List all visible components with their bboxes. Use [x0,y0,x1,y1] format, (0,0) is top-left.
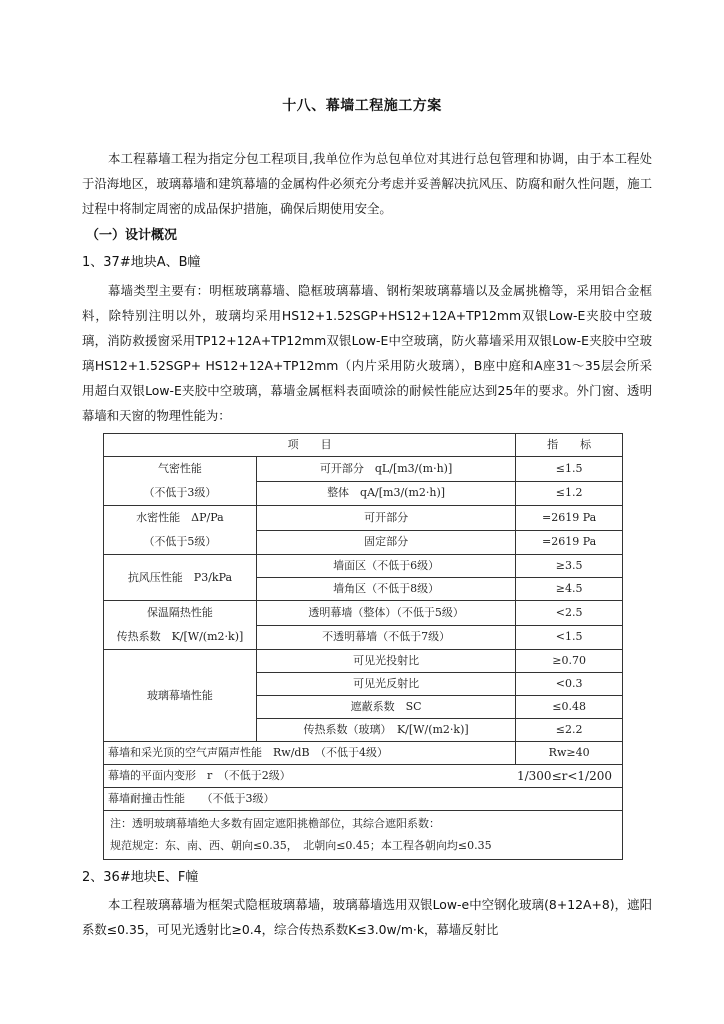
cell: ≥4.5 [516,578,623,601]
cell: 固定部分 [256,530,515,555]
table-row [104,650,623,673]
cell: <0.3 [516,673,623,696]
physical-performance-table [103,433,623,860]
cell: ≤1.5 [516,457,623,482]
cell: Rw≥40 [516,742,623,765]
page-title: 十八、幕墙工程施工方案 [282,98,442,114]
cell: 墙面区（不低于6级） [256,555,515,578]
table-row [104,506,623,531]
table-row [104,601,623,626]
in-plane-deformation-value: 1/300≤r<1/200 [516,769,612,783]
header-index: 指 标 [516,434,623,457]
cell: 可开部分 qL/[m3/(m·h)] [256,457,515,482]
plot-36-paragraph: 本工程玻璃幕墙为框架式隐框玻璃幕墙，玻璃幕墙选用双银Low-e中空钢化玻璃(8+12A+8)，遮阳系数≤0.35，可见光透射比≥0.4，综合传热系数K≤3.0w/m·k，幕墙反射比 [82,897,652,937]
cell: <1.5 [516,625,623,650]
wind-pressure-label: 抗风压性能 P3/kPa [104,555,257,601]
section-heading-design-overview: （一）设计概况 [86,228,178,243]
table-row [104,555,623,578]
cell: 传热系数（玻璃） K/[W/(m2·k)] [256,719,515,742]
cell: 墙角区（不低于8级） [256,578,515,601]
cell: ≤0.48 [516,696,623,719]
cell: ≤1.2 [516,481,623,506]
cell: 可开部分 [256,506,515,531]
cell: <2.5 [516,601,623,626]
cell: 可见光反射比 [256,673,515,696]
table-row [104,457,623,482]
in-plane-deformation-label: 幕墙的平面内变形 r （不低于2级） [108,769,291,782]
table-header-row [104,434,623,457]
intro-paragraph: 本工程幕墙工程为指定分包工程项目,我单位作为总包单位对其进行总包管理和协调，由于本工程处于沿海地区，玻璃幕墙和建筑幕墙的金属构件必须充分考虑并妥善解决抗风压、防腐和耐久性问题，施工过程中将制定周密的成品保护措施，确保后期使用安全。 [82,151,652,216]
table-note-row [104,811,623,860]
cell: ≥0.70 [516,650,623,673]
table-row [104,765,623,788]
cell: =2619 Pa [516,530,623,555]
cell: 遮蔽系数 SC [256,696,515,719]
glass-performance-label: 玻璃幕墙性能 [104,650,257,742]
cell: 不透明幕墙（不低于7级） [256,625,515,650]
impact-resistance-label: 幕墙耐撞击性能 （不低于3级） [104,788,623,811]
cell: 透明幕墙（整体）（不低于5级） [256,601,515,626]
curtain-wall-types-paragraph: 幕墙类型主要有：明框玻璃幕墙、隐框玻璃幕墙、钢桁架玻璃幕墙以及金属挑檐等，采用铝合金框料，除特别注明以外，玻璃均采用HS12+1.52SGP+HS12+12A+TP12mm双银Low-E夹胶中空玻璃，消防救援窗采用TP12+12A+TP12mm双银Low-E中空玻璃，防火幕墙采用双银Low-E夹胶中空玻璃HS12+1.52SGP+ HS12+12A+TP12mm（内片采用防火玻璃），B座中庭和A座31～35层会所采用超白双银Low-E夹胶中空玻璃，幕墙金属框料表面喷涂的耐候性能应达到25年的要求。外门窗、透明幕墙和天窗的物理性能为： [82,283,652,423]
cell: 可见光投射比 [256,650,515,673]
header-item: 项 目 [104,434,516,457]
water-tightness-label: 水密性能 ΔP/Pa （不低于5级） [104,506,257,555]
table-note: 注：透明玻璃幕墙绝大多数有固定遮阳挑檐部位，其综合遮阳系数： 规范规定：东、南、西、朝向≤0.35， 北朝向≤0.45；本工程各朝向均≤0.35 [104,811,623,860]
sound-insulation-label: 幕墙和采光顶的空气声隔声性能 Rw/dB （不低于4级） [104,742,516,765]
thermal-insulation-label: 保温隔热性能 传热系数 K/[W/(m2·k)] [104,601,257,650]
cell: 整体 qA/[m3/(m2·h)] [256,481,515,506]
subheading-plot-37: 1、37#地块A、B幢 [82,255,201,270]
table-row [104,742,623,765]
cell: ≤2.2 [516,719,623,742]
table-row [104,788,623,811]
cell: ≥3.5 [516,555,623,578]
air-tightness-label: 气密性能 （不低于3级） [104,457,257,506]
cell: =2619 Pa [516,506,623,531]
subheading-plot-36: 2、36#地块E、F幢 [82,870,199,885]
